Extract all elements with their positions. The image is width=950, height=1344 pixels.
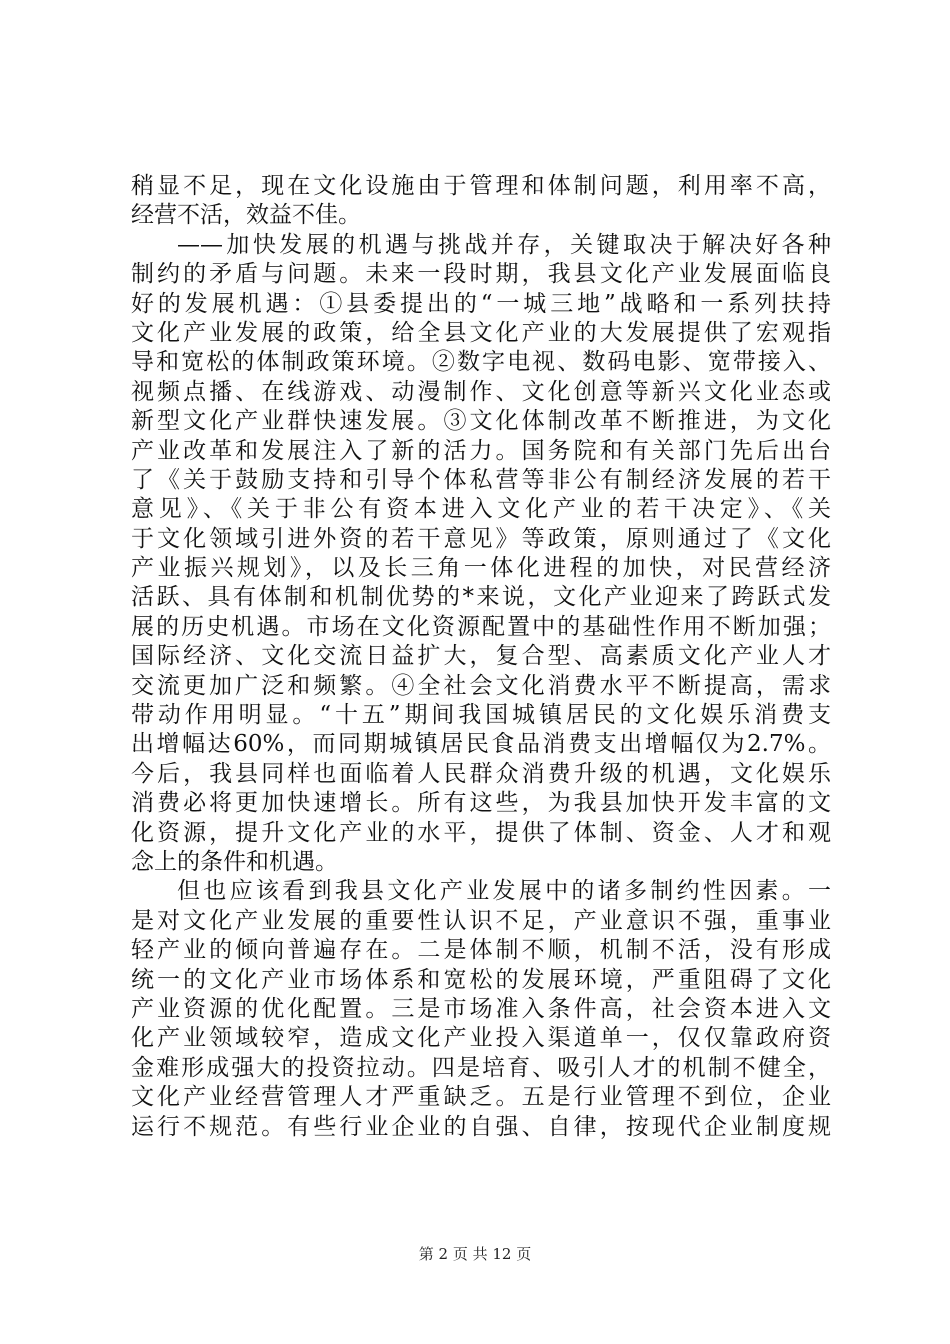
text-line: 经营不活，效益不佳。 [131, 202, 361, 229]
text-line: 展的历史机遇。市场在文化资源配置中的基础性作用不断加强； [131, 613, 831, 640]
text-line: 意见》、《关于非公有资本进入文化产业的若干决定》、《关 [131, 496, 831, 523]
text-line: 新型文化产业群快速发展。③文化体制改革不断推进，为文化 [131, 408, 831, 435]
text-line: 但也应该看到我县文化产业发展中的诸多制约性因素。一 [177, 878, 831, 905]
body-text [131, 172, 831, 1142]
text-line: 于文化领域引进外资的若干意见》等政策，原则通过了《文化 [131, 525, 831, 552]
text-line: 国际经济、文化交流日益扩大，复合型、高素质文化产业人才 [131, 643, 831, 670]
text-line: 交流更加广泛和频繁。④全社会文化消费水平不断提高，需求 [131, 672, 831, 699]
text-line: 轻产业的倾向普遍存在。二是体制不顺，机制不活，没有形成 [131, 937, 831, 964]
text-line: 制约的矛盾与问题。未来一段时期，我县文化产业发展面临良 [131, 261, 831, 288]
page-number-footer: 第 2 页 共 12 页 [418, 1245, 532, 1263]
text-line: 带动作用明显。“十五”期间我国城镇居民的文化娱乐消费支 [131, 702, 831, 729]
text-line: 稍显不足，现在文化设施由于管理和体制问题，利用率不高， [131, 173, 831, 199]
text-line: 产业资源的优化配置。三是市场准入条件高，社会资本进入文 [131, 995, 831, 1022]
text-line: 导和宽松的体制政策环境。②数字电视、数码电影、宽带接入、 [131, 349, 831, 376]
text-line: 好的发展机遇：①县委提出的“一城三地”战略和一系列扶持 [131, 290, 831, 317]
text-line: 化资源，提升文化产业的水平，提供了体制、资金、人才和观 [131, 819, 831, 846]
text-line: 活跃、具有体制和机制优势的*来说，文化产业迎来了跨跃式发 [131, 584, 831, 611]
text-line: 念上的条件和机遇。 [131, 848, 338, 875]
text-line: 金难形成强大的投资拉动。四是培育、吸引人才的机制不健全， [131, 1054, 831, 1081]
text-line: 化产业领域较窄，造成文化产业投入渠道单一，仅仅靠政府资 [131, 1025, 831, 1052]
text-line: 今后，我县同样也面临着人民群众消费升级的机遇，文化娱乐 [131, 760, 831, 787]
text-line: 是对文化产业发展的重要性认识不足，产业意识不强，重事业 [131, 907, 831, 934]
text-line: 运行不规范。有些行业企业的自强、自律，按现代企业制度规 [131, 1113, 831, 1140]
text-line: 出增幅达60%，而同期城镇居民食品消费支出增幅仅为2.7%。 [131, 731, 831, 758]
text-line: 文化产业经营管理人才严重缺乏。五是行业管理不到位，企业 [131, 1084, 831, 1111]
text-line: 文化产业发展的政策，给全县文化产业的大发展提供了宏观指 [131, 319, 831, 346]
text-line: 产业改革和发展注入了新的活力。国务院和有关部门先后出台 [131, 437, 831, 464]
text-line: 了《关于鼓励支持和引导个体私营等非公有制经济发展的若干 [131, 466, 831, 493]
text-line: ——加快发展的机遇与挑战并存，关键取决于解决好各种 [177, 231, 831, 258]
text-line: 产业振兴规划》，以及长三角一体化进程的加快，对民营经济 [131, 555, 831, 582]
text-line: 视频点播、在线游戏、动漫制作、文化创意等新兴文化业态或 [131, 378, 831, 405]
text-line: 统一的文化产业市场体系和宽松的发展环境，严重阻碍了文化 [131, 966, 831, 993]
text-line: 消费必将更加快速增长。所有这些，为我县加快开发丰富的文 [131, 790, 831, 817]
